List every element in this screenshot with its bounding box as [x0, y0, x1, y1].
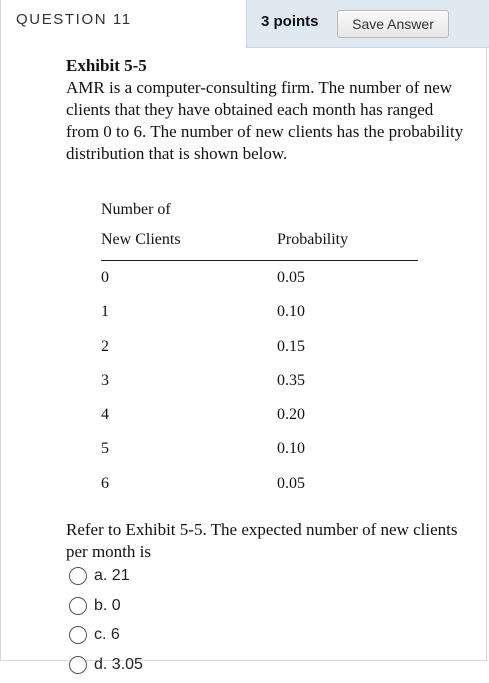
probability-table: [101, 197, 418, 501]
radio-button[interactable]: [69, 567, 87, 585]
question-header: [0, 0, 489, 48]
radio-button[interactable]: [69, 656, 87, 674]
points-panel: [246, 0, 489, 48]
cell-probability: 0.10: [277, 440, 305, 458]
cell-probability: 0.15: [277, 337, 305, 355]
question-title: QUESTION 11: [16, 11, 132, 28]
option-label[interactable]: c. 6: [94, 626, 120, 643]
cell-probability: 0.10: [277, 303, 305, 321]
table-row: [101, 432, 418, 466]
header-new-clients: New Clients: [101, 231, 181, 248]
cell-clients: 5: [101, 440, 109, 458]
cell-clients: 3: [101, 371, 109, 389]
exhibit-title: Exhibit 5-5: [66, 56, 147, 75]
save-answer-button[interactable]: Save Answer: [337, 10, 449, 38]
header-probability: Probability: [277, 231, 349, 248]
table-row: [101, 398, 418, 432]
table-row: [101, 295, 418, 329]
cell-probability: 0.35: [277, 371, 305, 389]
exhibit-description: AMR is a computer-consulting firm. The number of new clients that they have obtained each month has ranged from 0 to 6. The number of new clients has the probability distribution that is shown below.: [66, 78, 464, 163]
points-label: 3 points: [261, 13, 319, 30]
cell-clients: 6: [101, 474, 109, 492]
cell-probability: 0.20: [277, 406, 305, 424]
cell-probability: 0.05: [277, 269, 305, 286]
radio-button[interactable]: [69, 626, 87, 644]
table-row: [101, 261, 418, 295]
header-number-of: Number of: [101, 201, 171, 218]
question-prompt: Refer to Exhibit 5-5. The expected number of new clients per month is: [66, 520, 458, 561]
option-label[interactable]: d. 3.05: [94, 655, 143, 673]
table-header-row-2: [101, 225, 418, 261]
cell-clients: 1: [101, 303, 109, 321]
table-row: [101, 364, 418, 398]
table-row: [101, 467, 418, 501]
radio-button[interactable]: [69, 597, 87, 615]
cell-clients: 2: [101, 337, 109, 355]
cell-clients: 0: [101, 269, 109, 286]
cell-probability: 0.05: [277, 474, 305, 492]
question-body: [66, 55, 466, 165]
option-label[interactable]: b. 0: [94, 596, 121, 614]
table-row: [101, 330, 418, 364]
option-label[interactable]: a. 21: [94, 567, 130, 584]
cell-clients: 4: [101, 406, 109, 424]
table-header-row-1: [101, 197, 418, 225]
